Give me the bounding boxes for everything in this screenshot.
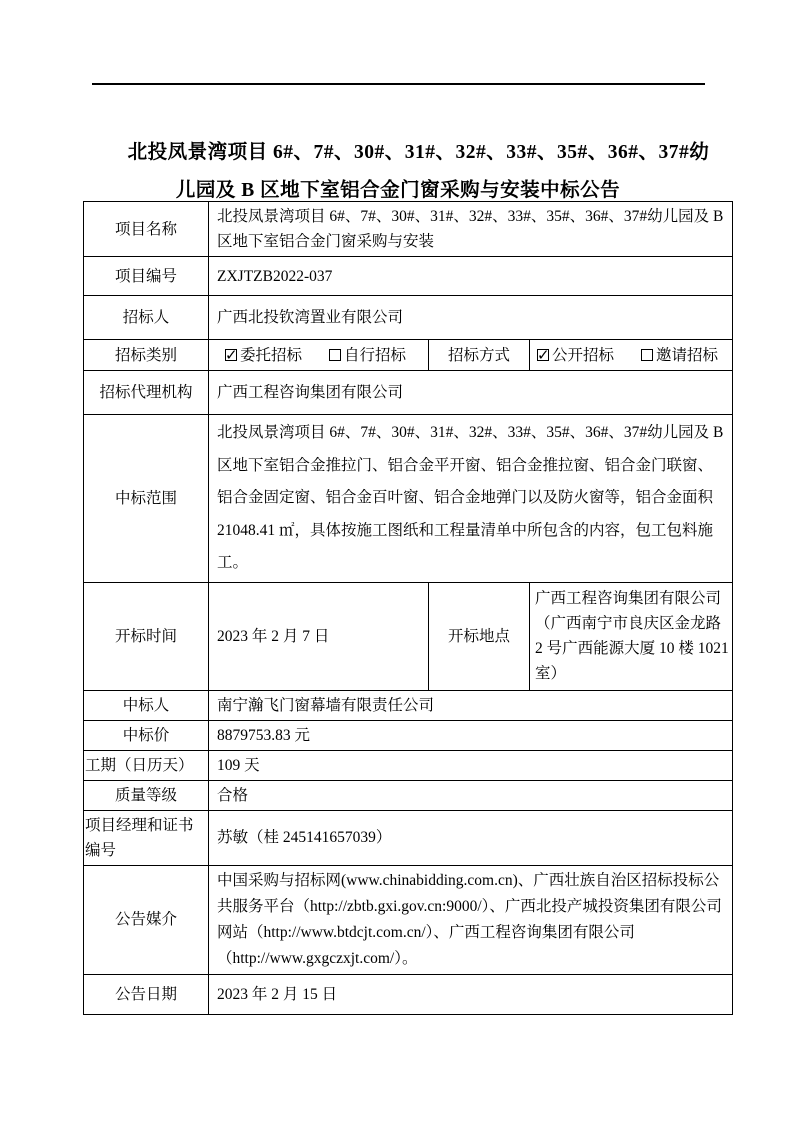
- winner-value: 南宁瀚飞门窗幕墙有限责任公司: [209, 690, 733, 720]
- row-winning-price: [84, 720, 733, 750]
- option-open-tender: [537, 343, 614, 368]
- row-agency: [84, 371, 733, 415]
- project-manager-value: 苏敏（桂 245141657039）: [209, 810, 733, 865]
- row-tender-category: [84, 340, 733, 371]
- tenderee-value: 广西北投钦湾置业有限公司: [209, 296, 733, 340]
- row-bid-opening: [84, 582, 733, 690]
- project-name-label: 项目名称: [84, 202, 209, 257]
- checkbox-unchecked-icon: [329, 349, 341, 361]
- project-number-label: 项目编号: [84, 257, 209, 296]
- media-value: 中国采购与招标网(www.chinabidding.com.cn)、广西壮族自治区招标投标公共服务平台（http://zbtb.gxi.gov.cn:9000/）、广西北投产城投资集团有限公司网站（http://www.btdcjt.com.cn/）、广西工程咨询集团有限公司（http://www.gxgczxjt.com/）。: [209, 865, 733, 974]
- media-label: 公告媒介: [84, 865, 209, 974]
- tender-method-label: 招标方式: [429, 340, 530, 371]
- row-media: [84, 865, 733, 974]
- row-winner: [84, 690, 733, 720]
- announcement-table: [83, 201, 733, 1015]
- option-label: 邀请招标: [656, 346, 719, 364]
- agency-value: 广西工程咨询集团有限公司: [209, 371, 733, 415]
- quality-grade-label: 质量等级: [84, 780, 209, 810]
- row-project-number: [84, 257, 733, 296]
- row-project-name: [84, 202, 733, 257]
- duration-value: 109 天: [209, 750, 733, 780]
- tender-category-label: 招标类别: [84, 340, 209, 371]
- bid-open-time-value: 2023 年 2 月 7 日: [209, 582, 429, 690]
- option-delegated-tender: [225, 343, 302, 368]
- project-manager-label: 项目经理和证书编号: [84, 810, 209, 865]
- bid-open-place-label: 开标地点: [429, 582, 530, 690]
- checkbox-checked-icon: [537, 349, 549, 361]
- project-number-value: ZXJTZB2022-037: [209, 257, 733, 296]
- winning-price-value: 8879753.83 元: [209, 720, 733, 750]
- scope-label: 中标范围: [84, 415, 209, 583]
- winner-label: 中标人: [84, 690, 209, 720]
- row-quality-grade: [84, 780, 733, 810]
- row-duration: [84, 750, 733, 780]
- option-self-tender: [329, 343, 406, 368]
- checkbox-checked-icon: [225, 349, 237, 361]
- option-label: 委托招标: [240, 346, 303, 364]
- row-tenderee: [84, 296, 733, 340]
- row-announce-date: [84, 974, 733, 1014]
- option-label: 公开招标: [552, 346, 615, 364]
- header-rule: [92, 83, 705, 85]
- bid-open-place-value: 广西工程咨询集团有限公司（广西南宁市良庆区金龙路 2 号广西能源大厦 10 楼 1021 室）: [530, 582, 733, 690]
- scope-value: 北投凤景湾项目 6#、7#、30#、31#、32#、33#、35#、36#、37#幼儿园及 B 区地下室铝合金推拉门、铝合金平开窗、铝合金推拉窗、铝合金门联窗、铝合金固定窗、铝合金百叶窗、铝合金地弹门以及防火窗等，铝合金面积 21048.41 ㎡，具体按施工图纸和工程量清单中所包含的内容，包工包料施工。: [209, 415, 733, 583]
- agency-label: 招标代理机构: [84, 371, 209, 415]
- checkbox-unchecked-icon: [641, 349, 653, 361]
- row-scope: [84, 415, 733, 583]
- project-name-value: 北投凤景湾项目 6#、7#、30#、31#、32#、33#、35#、36#、37#幼儿园及 B 区地下室铝合金门窗采购与安装: [209, 202, 733, 257]
- announce-date-label: 公告日期: [84, 974, 209, 1014]
- tender-method-options: [530, 340, 733, 371]
- option-invited-tender: [641, 343, 718, 368]
- option-label: 自行招标: [344, 346, 407, 364]
- tender-category-options: [209, 340, 429, 371]
- winning-price-label: 中标价: [84, 720, 209, 750]
- quality-grade-value: 合格: [209, 780, 733, 810]
- bid-open-time-label: 开标时间: [84, 582, 209, 690]
- document-title: 北投凤景湾项目 6#、7#、30#、31#、32#、33#、35#、36#、37#幼儿园及 B 区地下室铝合金门窗采购与安装中标公告: [127, 142, 710, 201]
- duration-label: 工期（日历天）: [84, 750, 209, 780]
- announce-date-value: 2023 年 2 月 15 日: [209, 974, 733, 1014]
- tenderee-label: 招标人: [84, 296, 209, 340]
- row-project-manager: [84, 810, 733, 865]
